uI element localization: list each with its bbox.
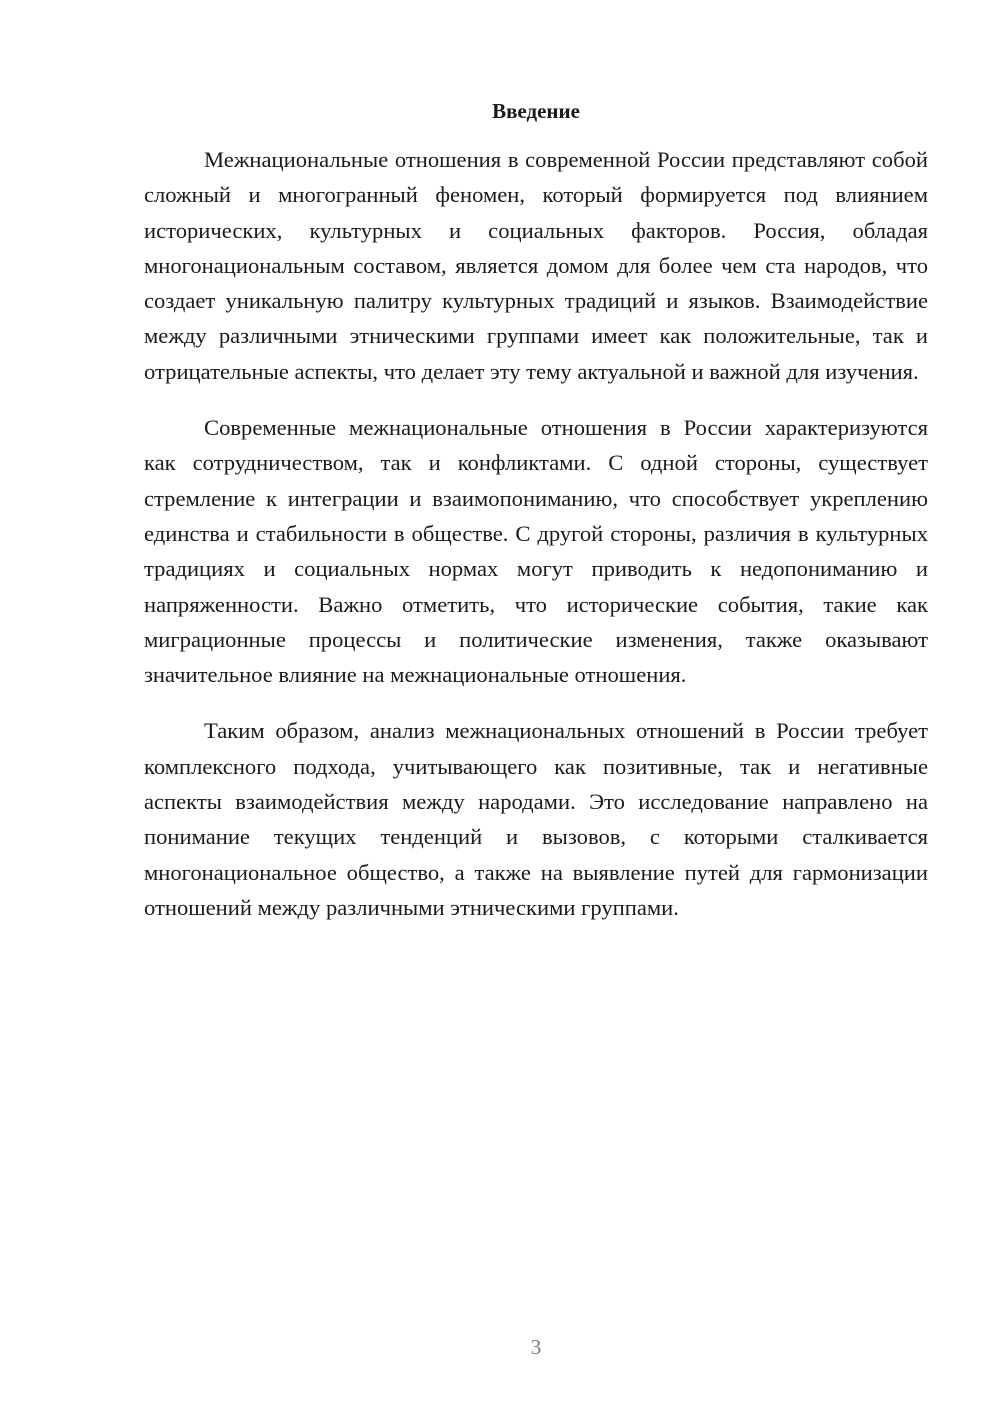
paragraph-3: Таким образом, анализ межнациональных отношений в России требует комплексного подхода, учитывающего как позитивные, так и негативные аспекты взаимодействия между народами. Это исследование направлено на понимание текущих тенденций и вызовов, с которыми сталкивается многонациональное общество, а также на выявление путей для гармонизации отношений между различными этническими группами. <box>144 718 928 920</box>
page-number: 3 <box>530 1335 542 1359</box>
body-text <box>144 142 928 946</box>
paragraph-1: Межнациональные отношения в современной России представляют собой сложный и многогранный феномен, который формируется под влиянием исторических, культурных и социальных факторов. Россия, обладая многонациональным составом, является домом для более чем ста народов, что создает уникальную палитру культурных традиций и языков. Взаимодействие между различными этническими группами имеет как положительные, так и отрицательные аспекты, что делает эту тему актуальной и важной для изучения. <box>144 147 928 384</box>
section-title: Введение <box>492 99 580 123</box>
paragraph-2: Современные межнациональные отношения в России характеризуются как сотрудничеством, так и конфликтами. С одной стороны, существует стремление к интеграции и взаимопониманию, что способствует укреплению единства и стабильности в обществе. С другой стороны, различия в культурных традициях и социальных нормах могут приводить к недопониманию и напряженности. Важно отметить, что исторические события, такие как миграционные процессы и политические изменения, также оказывают значительное влияние на межнациональные отношения. <box>144 415 928 688</box>
